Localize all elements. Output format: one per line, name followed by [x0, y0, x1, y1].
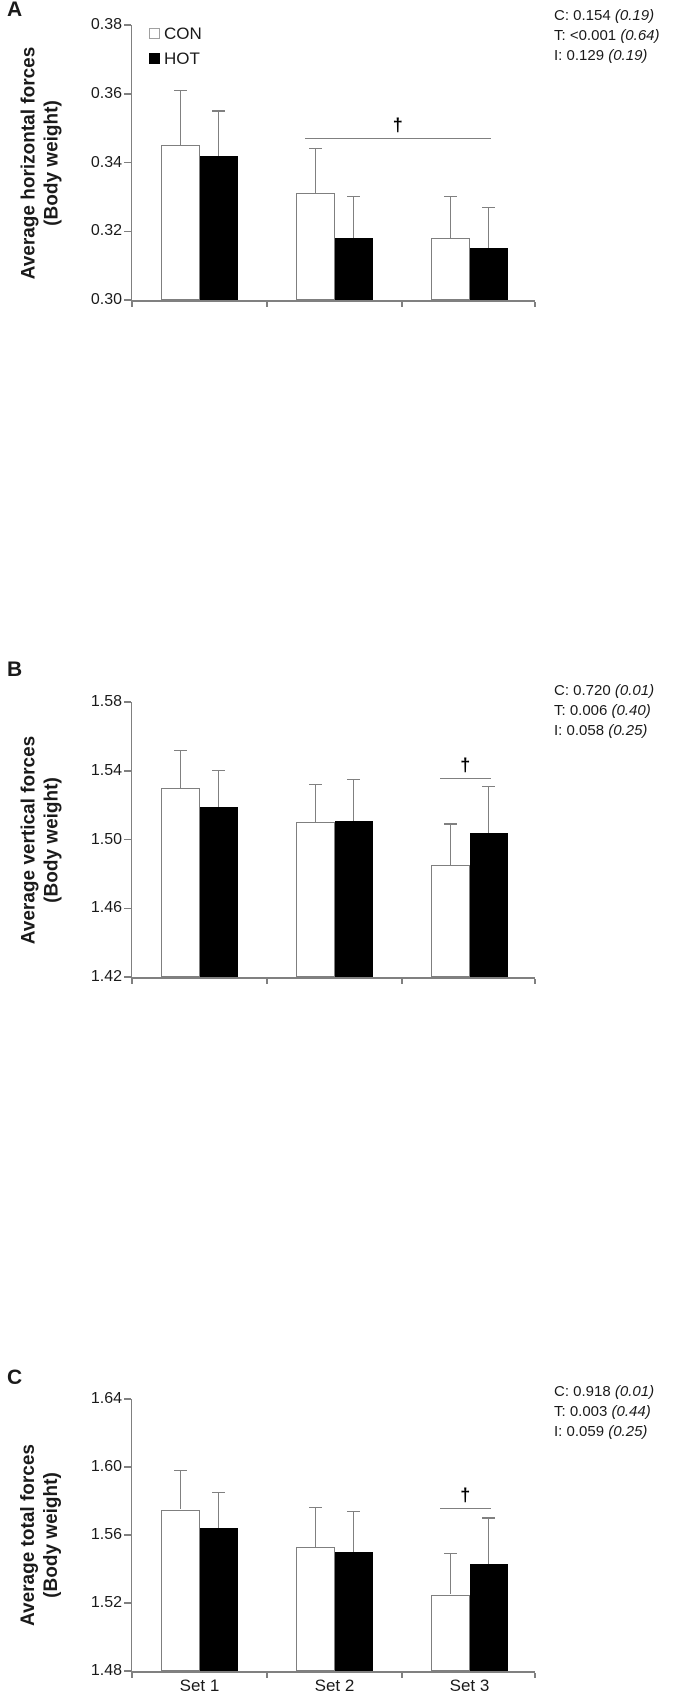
error-bar-line-con-set1 — [180, 90, 181, 145]
y-axis-title — [17, 25, 63, 300]
bar-con-set3 — [431, 238, 470, 300]
y-axis-title-line: (Body weight) — [41, 1472, 62, 1598]
panel-label-b: B — [7, 658, 23, 681]
stats-line — [554, 1422, 654, 1442]
y-axis-title-line: (Body weight) — [41, 776, 62, 903]
legend — [149, 21, 202, 71]
error-bar-line-hot-set1 — [218, 1493, 219, 1529]
y-tick-mark — [124, 1670, 131, 1672]
x-category-label-set1: Set 1 — [179, 1676, 220, 1695]
error-bar-cap-con-set1 — [174, 1470, 187, 1471]
stats-line — [554, 6, 660, 26]
y-tick-mark — [124, 162, 131, 164]
y-tick-label: 1.56 — [90, 1526, 122, 1543]
y-tick-mark — [124, 299, 131, 301]
y-tick-label: 1.64 — [90, 1390, 122, 1407]
y-tick-label: 1.54 — [90, 761, 122, 779]
stats-pvalue: I: 0.059 — [554, 1423, 609, 1440]
stats-effect-size: (0.01) — [614, 682, 655, 699]
y-axis-title-line: (Body weight) — [41, 99, 62, 226]
x-category-label-set3: Set 3 — [449, 1676, 490, 1695]
error-bar-cap-hot-set2 — [347, 1511, 360, 1512]
error-bar-line-hot-set2 — [353, 197, 354, 238]
y-tick-mark — [124, 1466, 131, 1468]
dagger-symbol: † — [460, 754, 471, 775]
stats-effect-size: (0.64) — [620, 27, 660, 44]
error-bar-line-con-set3 — [450, 1554, 451, 1595]
error-bar-line-hot-set1 — [218, 111, 219, 156]
stats-pvalue: C: 0.918 — [554, 1383, 615, 1400]
y-tick-label: 0.32 — [90, 222, 122, 240]
y-tick-mark — [124, 1602, 131, 1604]
legend-label: HOT — [164, 48, 200, 68]
stats-pvalue: I: 0.129 — [554, 47, 609, 64]
error-bar-cap-hot-set1 — [212, 1492, 225, 1493]
x-tick-mark — [131, 302, 133, 308]
stats-pvalue: C: 0.154 — [554, 7, 615, 24]
y-tick-label: 1.50 — [90, 830, 122, 848]
y-tick-mark — [124, 24, 131, 26]
stats-effect-size: (0.01) — [614, 1383, 655, 1400]
x-tick-mark — [266, 302, 268, 308]
y-axis-title — [17, 1399, 63, 1671]
x-axis-line — [131, 300, 536, 302]
panel-label-a: A — [7, 0, 23, 21]
legend-swatch-hot-icon — [149, 53, 160, 64]
legend-swatch-con-icon — [149, 28, 160, 39]
y-tick-label: 1.60 — [90, 1458, 122, 1475]
error-bar-cap-hot-set3 — [482, 1517, 495, 1518]
x-tick-mark — [131, 1673, 133, 1679]
y-tick-mark — [124, 93, 131, 95]
y-tick-mark — [124, 231, 131, 233]
stats-pvalue: T: 0.006 — [554, 702, 612, 719]
error-bar-line-hot-set3 — [488, 1518, 489, 1564]
panel-c — [0, 684, 679, 1695]
x-tick-mark — [266, 1673, 268, 1679]
x-category-label-set2: Set 2 — [314, 1676, 355, 1695]
error-bar-line-con-set3 — [450, 197, 451, 238]
x-axis-line — [131, 1671, 536, 1673]
x-tick-mark — [401, 302, 403, 308]
error-bar-cap-con-set3 — [444, 1553, 457, 1554]
bar-con-set1 — [161, 1510, 200, 1672]
y-axis-title-line: Average horizontal forces — [18, 46, 39, 279]
y-axis-line — [131, 25, 133, 302]
legend-item-hot — [149, 46, 202, 71]
y-tick-label: 1.46 — [90, 899, 122, 917]
error-bar-cap-con-set2 — [309, 148, 322, 149]
error-bar-line-con-set1 — [180, 1470, 181, 1509]
panel-label-c: C — [7, 1366, 23, 1389]
bar-con-set2 — [296, 1547, 335, 1671]
y-tick-label: 0.34 — [90, 153, 122, 171]
y-tick-mark — [124, 1398, 131, 1400]
y-tick-mark — [124, 1534, 131, 1536]
error-bar-line-con-set2 — [315, 1508, 316, 1547]
stats-block-c — [554, 1382, 654, 1442]
y-tick-label: 1.42 — [90, 968, 122, 985]
y-axis-title-line: Average vertical forces — [18, 735, 39, 944]
y-tick-label: 1.58 — [90, 693, 122, 710]
significance-line — [305, 138, 492, 139]
error-bar-cap-con-set1 — [174, 90, 187, 91]
bar-hot-set2 — [335, 238, 374, 300]
error-bar-line-con-set2 — [315, 149, 316, 194]
stats-effect-size: (0.40) — [611, 702, 651, 719]
stats-pvalue: T: <0.001 — [554, 27, 621, 44]
bar-hot-set3 — [470, 248, 509, 300]
y-tick-label: 1.52 — [90, 1594, 122, 1611]
stats-effect-size: (0.25) — [608, 722, 648, 739]
stats-effect-size: (0.25) — [608, 1423, 648, 1440]
y-tick-label: 0.30 — [90, 291, 122, 308]
y-tick-label: 0.38 — [90, 16, 122, 33]
stats-line — [554, 46, 660, 66]
x-tick-mark — [534, 302, 536, 308]
y-tick-label: 0.36 — [90, 84, 122, 102]
error-bar-cap-con-set2 — [309, 1507, 322, 1508]
y-axis-line — [131, 1399, 133, 1673]
x-tick-mark — [534, 1673, 536, 1679]
stats-effect-size: (0.44) — [611, 1403, 651, 1420]
dagger-symbol: † — [460, 1484, 471, 1505]
x-tick-mark — [401, 1673, 403, 1679]
bar-hot-set3 — [470, 1564, 509, 1671]
error-bar-line-hot-set3 — [488, 207, 489, 248]
stats-line — [554, 1382, 654, 1402]
error-bar-cap-hot-set2 — [347, 196, 360, 197]
bar-con-set2 — [296, 193, 335, 300]
significance-line — [440, 1508, 492, 1509]
y-tick-label: 1.48 — [90, 1662, 122, 1679]
bar-hot-set1 — [200, 156, 239, 300]
stats-effect-size: (0.19) — [614, 7, 655, 24]
y-axis-title-line: Average total forces — [18, 1444, 39, 1626]
bar-hot-set2 — [335, 1552, 374, 1671]
error-bar-cap-hot-set3 — [482, 207, 495, 208]
error-bar-cap-hot-set1 — [212, 110, 225, 111]
panel-b — [0, 330, 679, 985]
bar-con-set1 — [161, 145, 200, 300]
stats-pvalue: I: 0.058 — [554, 722, 609, 739]
bar-hot-set1 — [200, 1528, 239, 1671]
error-bar-cap-con-set3 — [444, 196, 457, 197]
stats-pvalue: C: 0.720 — [554, 682, 615, 699]
error-bar-line-hot-set2 — [353, 1511, 354, 1552]
stats-effect-size: (0.19) — [608, 47, 648, 64]
stats-line — [554, 26, 660, 46]
dagger-symbol: † — [392, 115, 403, 136]
bar-con-set3 — [431, 1595, 470, 1672]
panel-a — [0, 0, 679, 330]
legend-item-con — [149, 21, 202, 46]
stats-block-a — [554, 6, 660, 66]
legend-label: CON — [164, 23, 202, 43]
stats-line — [554, 1402, 654, 1422]
stats-pvalue: T: 0.003 — [554, 1403, 612, 1420]
